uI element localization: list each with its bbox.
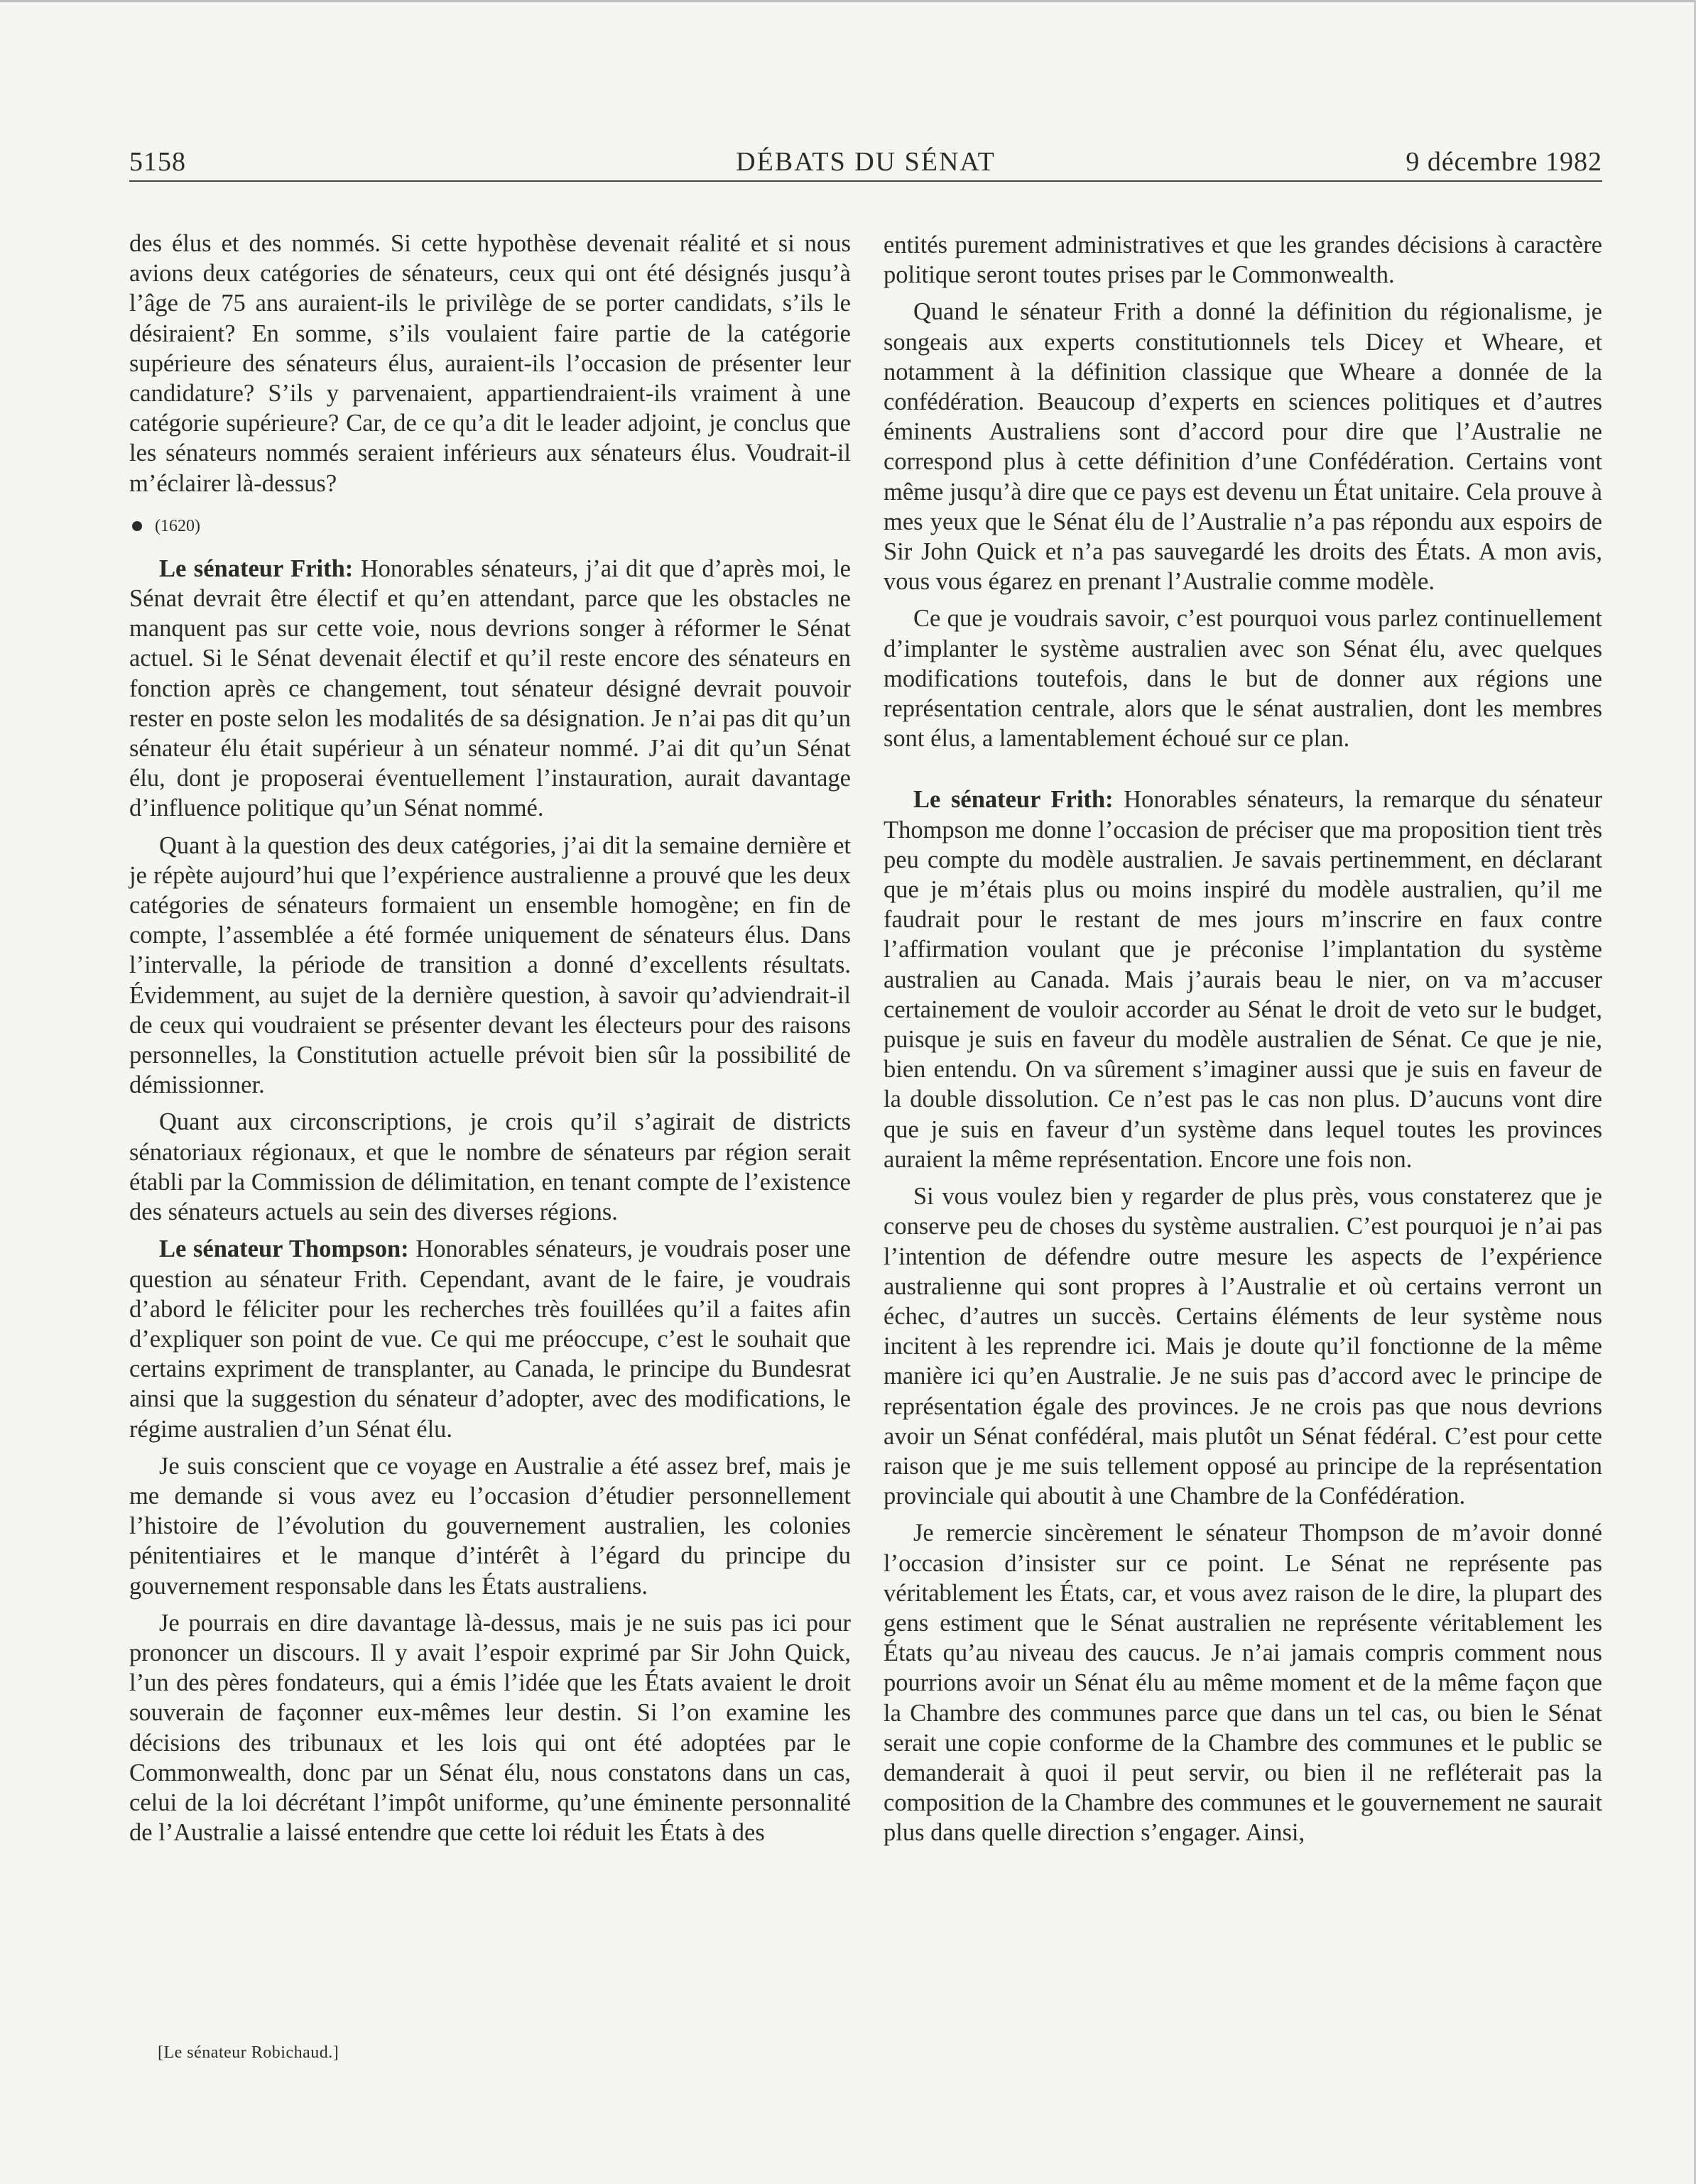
paragraph: Quant aux circonscriptions, je crois qu’il s’agirait de districts sénatoriaux régionaux, et que le nombre de sénateurs par région serait établi par la Commission de délimitation, en tenant compte de l’existence des sénateurs actuels au sein des diverses régions. [129,1108,851,1226]
paragraph: Quant à la question des deux catégories, j’ai dit la semaine dernière et je répète aujourd’hui que l’expérience australienne a prouvé que les deux catégories de sénateurs formaient un ensemble homogène; en fin de compte, l’assemblée a été formée uniquement de sénateurs élus. Dans l’intervalle, la période de transition a donné d’excellents résultats. Évidemment, au sujet de la dernière question, à savoir qu’adviendrait-il de ceux qui voudraient se présenter devant les électeurs pour des raisons personnelles, la Constitution actuelle prévoit bien sûr la possibilité de démissionner. [129,831,851,1099]
page-number: 5158 [129,147,186,177]
paragraph: Je remercie sincèrement le sénateur Thompson de m’avoir donné l’occasion d’insister sur ce point. Le Sénat ne représente pas véritablement les États, car, et vous avez raison de le dire, la plupart des gens estiment que le Sénat australien ne représente véritablement les États qu’au niveau des caucus. Je n’ai jamais compris comment nous pourrions avoir un Sénat élu au même moment et de la même façon que la Chambre des communes parce que dans un tel cas, ou bien le Sénat serait une copie conforme de la Chambre des communes et le public se demanderait à quoi il peut servir, ou bien il ne refléterait pas la composition de la Chambre des communes et le gouvernement ne saurait plus dans quelle direction s’engager. Ainsi, [884,1519,1602,1847]
paragraph: entités purement administratives et que les grandes décisions à caractère politique seront toutes prises par le Commonwealth. [884,231,1602,289]
scan-top-edge [0,0,1696,2]
paragraph: Si vous voulez bien y regarder de plus près, vous constaterez que je conserve peu de choses du système australien. C’est pourquoi je n’ai pas l’intention de défendre outre mesure les aspects de l’expérience australienne qui sont propres à l’Australie et où certains verront un échec, d’autres un succès. Certains éléments de leur système nous incitent à les reprendre ici. Mais je doute qu’il fonctionne de la même manière ici qu’en Australie. Je ne suis pas d’accord avec le principe de représentation égale des provinces. Je ne crois pas que nous devrions avoir un Sénat confédéral, mais plutôt un Sénat fédéral. C’est pour cette raison que je me suis tellement opposé au principe de la représentation provinciale qui aboutit à une Chambre de la Confédération. [884,1183,1602,1510]
paragraph-speech [129,1234,851,1443]
continuation-attribution: [Le sénateur Robichaud.] [158,2043,339,2062]
paragraph: Quand le sénateur Frith a donné la définition du régionalisme, je songeais aux experts constitutionnels tels Dicey et Wheare, et notamment à la définition classique que Wheare a donnée de la confédération. Beaucoup d’experts en sciences politiques et d’autres éminents Australiens sont d’accord pour dire que l’Australie ne correspond plus à cette définition d’une Confédération. Certains vont même jusqu’à dire que ce pays est devenu un État unitaire. Cela prouve à mes yeux que le Sénat élu de l’Australie n’a pas répondu aux espoirs de Sir John Quick et n’a pas sauvegardé les droits des États. A mon avis, vous vous égarez en prenant l’Australie comme modèle. [884,298,1602,596]
speech-text: Honorables sénateurs, je voudrais poser une question au sénateur Frith. Cependant, avant de le faire, je voudrais d’abord le féliciter pour les recherches très fouillées qu’il a faites afin d’expliquer son point de vue. Ce qui me préoccupe, c’est le souhait que certains expriment de transplanter, au Canada, le principe du Bundesrat ainsi que la suggestion du sénateur d’adopter, avec des modifications, le régime australien d’un Sénat élu. [129,1235,851,1443]
section-gap [884,753,1602,785]
left-column [129,229,851,1847]
speaker-name: Le sénateur Frith: [913,786,1114,814]
paragraph: des élus et des nommés. Si cette hypothèse devenait réalité et si nous avions deux catégories de sénateurs, ceux qui ont été désignés jusqu’à l’âge de 75 ans auraient-ils le privilège de se porter candidats, s’ils le désiraient? En somme, s’ils voulaient faire partie de la catégorie supérieure des sénateurs élus, auraient-ils l’occasion de présenter leur candidature? S’ils y parvenaient, appartiendraient-ils vraiment à une catégorie supérieure? Car, de ce qu’a dit le leader adjoint, je conclus que les sénateurs nommés seraient inférieurs aux sénateurs élus. Voudrait-il m’éclairer là-dessus? [129,230,851,497]
speech-text: Honorables sénateurs, la remarque du sénateur Thompson me donne l’occasion de préciser que ma proposition tient très peu compte du modèle australien. Je savais pertinemment, en déclarant que je m’étais plus ou moins inspiré du modèle australien, qu’il me faudrait pour le restant de mes jours m’inscrire en faux contre l’affirmation voulant que je préconise l’implantation du système australien au Canada. Mais j’aurais beau le nier, on va m’accuser certainement de vouloir accorder au Sénat le droit de veto sur le budget, puisque je suis en faveur du modèle australien de Sénat. Ce que je nie, bien entendu. On va sûrement s’imaginer aussi que je suis en faveur de la double dissolution. Ce n’est pas le cas non plus. D’aucuns vont dire que je suis en faveur d’un système dans lequel toutes les provinces auraient la même représentation. Encore une fois non. [884,786,1602,1173]
paragraph: Ce que je voudrais savoir, c’est pourquoi vous parlez continuellement d’implanter le système australien avec son Sénat élu, avec quelques modifications toutefois, dans le but de donner aux régions une représentation centrale, alors que le sénat australien, dont les membres sont élus, a lamentablement échoué sur ce plan. [884,605,1602,753]
right-column [884,230,1602,1848]
speaker-name: Le sénateur Thompson: [159,1235,409,1263]
page-header [129,144,1602,180]
paragraph: Je pourrais en dire davantage là-dessus, mais je ne suis pas ici pour prononcer un discours. Il y avait l’espoir exprimé par Sir John Quick, l’un des pères fondateurs, qui a émis l’idée que les États avaient le droit souverain de façonner eux-mêmes leur destin. Si l’on examine les décisions des tribunaux et les lois qui ont été adoptées par le Commonwealth, donc par un Sénat élu, nous constatons dans un cas, celui de la loi décrétant l’impôt uniforme, qu’une éminente personnalité de l’Australie a laissé entendre que cette loi réduit les États à des [129,1609,851,1847]
speaker-name: Le sénateur Frith: [159,555,354,582]
time-marker [129,515,851,537]
bullet-icon [132,521,142,531]
paragraph-speech [129,554,851,824]
sitting-date: 9 décembre 1982 [1406,147,1602,177]
header-rule [129,180,1602,182]
time-label: (1620) [155,516,200,535]
journal-title: DÉBATS DU SÉNAT [736,147,996,177]
paragraph-speech [884,785,1602,1174]
speech-text: Honorables sénateurs, j’ai dit que d’après moi, le Sénat devrait être électif et qu’en attendant, parce que les obstacles ne manquent pas sur cette voie, nous devrions songer à réformer le Sénat actuel. Si le Sénat devenait électif et qu’il reste encore des sénateurs en fonction après ce changement, tout sénateur désigné devrait pouvoir rester en poste selon les modalités de sa désignation. Je n’ai pas dit qu’un sénateur élu était supérieur à un sénateur nommé. J’ai dit qu’un Sénat élu, dont je proposerai éventuellement l’instauration, aurait davantage d’influence politique qu’un Sénat nommé. [129,555,851,822]
paragraph: Je suis conscient que ce voyage en Australie a été assez bref, mais je me demande si vous avez eu l’occasion d’étudier personnellement l’histoire de l’évolution du gouvernement australien, les colonies pénitentiaires et le manque d’intérêt à l’égard du principe du gouvernement responsable dans les États australiens. [129,1452,851,1600]
